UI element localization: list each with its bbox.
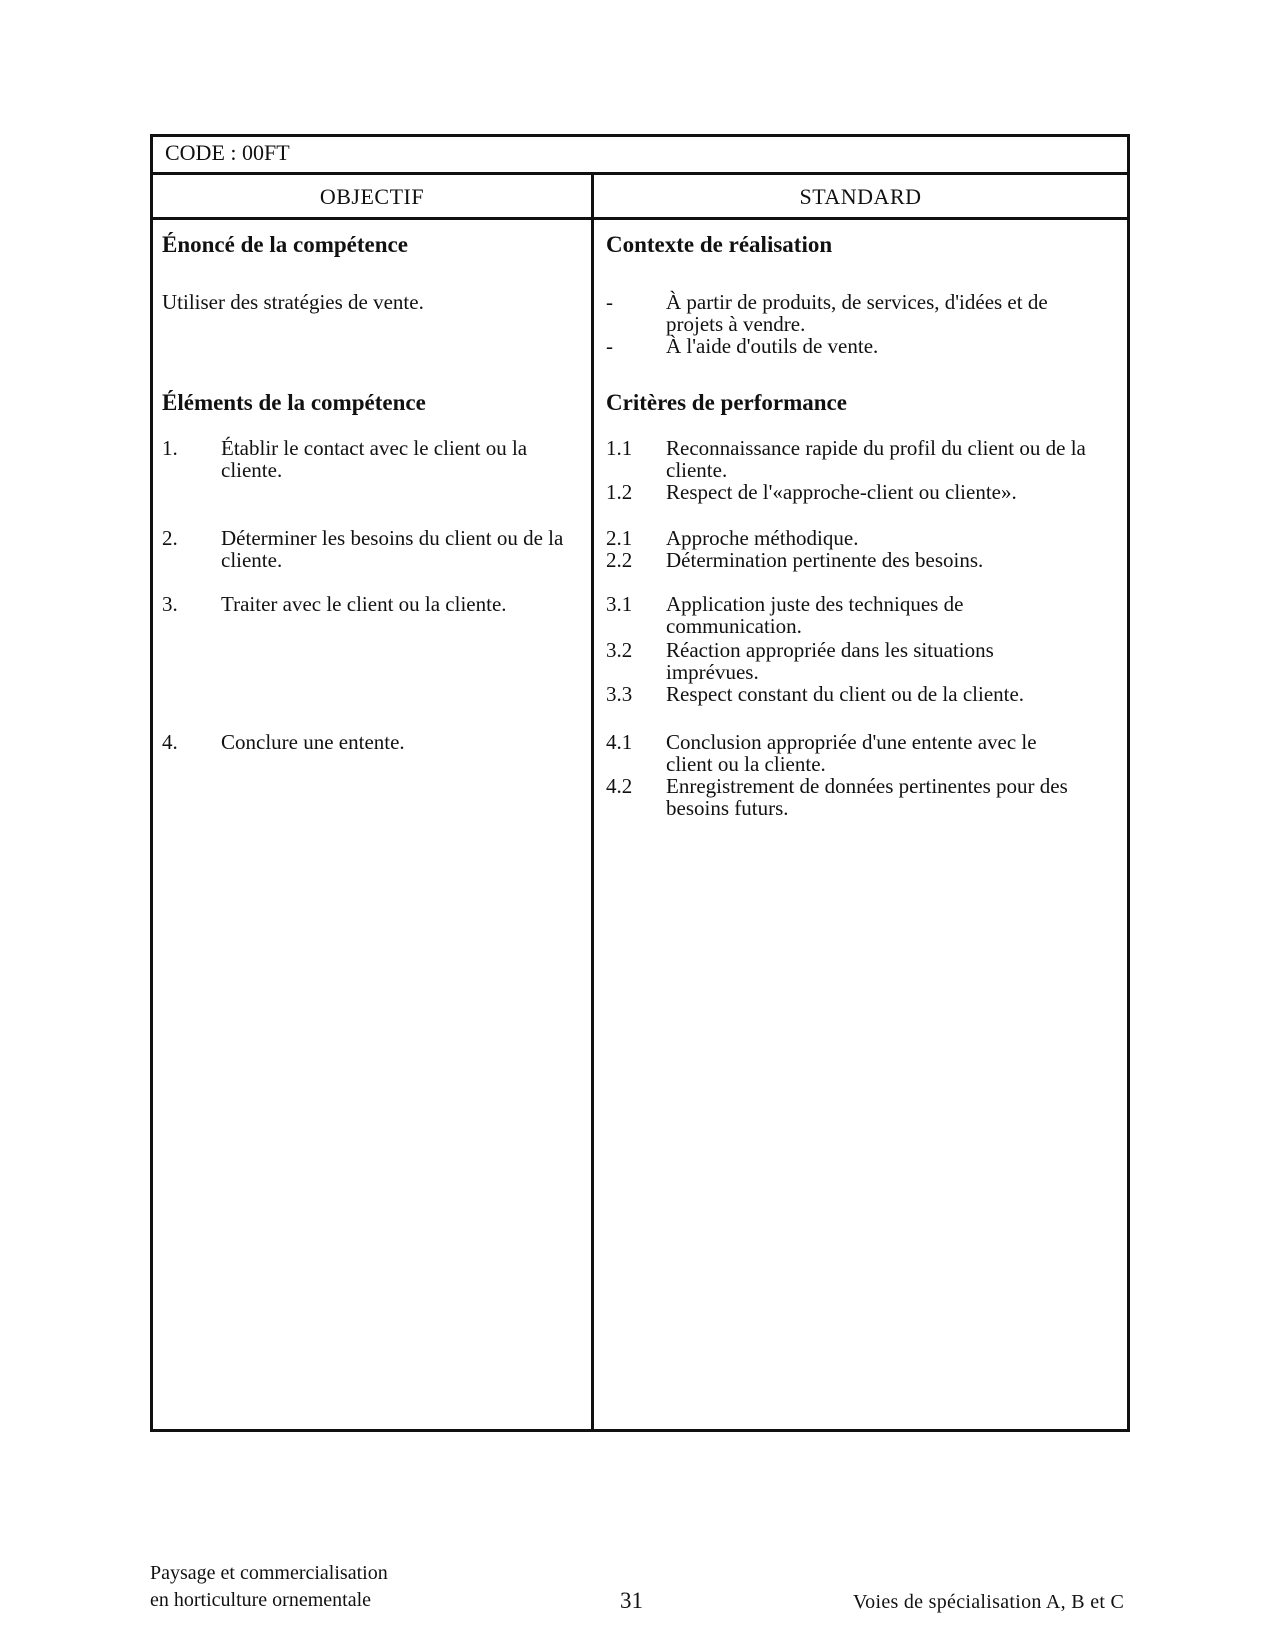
critere-number: 2.2	[606, 548, 633, 572]
critere-text: Réaction appropriée dans les situations imprévues.	[666, 638, 994, 684]
critere-number: 4.1	[606, 730, 633, 754]
critere-text: Reconnaissance rapide du profil du client ou de la cliente.	[666, 436, 1086, 482]
critere-number: 1.2	[606, 480, 633, 504]
code-label: CODE : 00FT	[153, 137, 1127, 175]
contexte-title: Contexte de réalisation	[606, 232, 833, 257]
critere-number: 4.2	[606, 774, 633, 798]
critere-number: 1.1	[606, 436, 633, 460]
header-standard: STANDARD	[799, 184, 922, 209]
critere-number: 2.1	[606, 526, 633, 550]
footer-program-line1: Paysage et commercialisation	[150, 1562, 388, 1584]
critere-text: Application juste des techniques de communication.	[666, 592, 964, 638]
enonce-text: Utiliser des stratégies de vente.	[162, 290, 424, 314]
critere-text: Approche méthodique.	[666, 526, 859, 550]
element-text: Établir le contact avec le client ou la cliente.	[221, 436, 528, 482]
page-number: 31	[620, 1588, 643, 1613]
competency-table	[150, 134, 1130, 1432]
criteres-title: Critères de performance	[606, 390, 847, 415]
contexte-bullet: -	[606, 290, 613, 314]
critere-number: 3.2	[606, 638, 633, 662]
contexte-bullet: -	[606, 334, 613, 358]
element-number: 4.	[162, 730, 178, 754]
critere-text: Détermination pertinente des besoins.	[666, 548, 984, 572]
header-row	[153, 175, 1127, 220]
critere-text: Respect de l'«approche-client ou cliente».	[666, 480, 1017, 504]
element-text: Conclure une entente.	[221, 730, 405, 754]
footer-program-line2: en horticulture ornementale	[150, 1589, 372, 1611]
header-objectif: OBJECTIF	[319, 184, 425, 209]
element-number: 1.	[162, 436, 178, 460]
footer-specialisation: Voies de spécialisation A, B et C	[853, 1591, 1125, 1613]
critere-number: 3.3	[606, 682, 633, 706]
contexte-text: À partir de produits, de services, d'idées et de projets à vendre.	[666, 290, 1048, 336]
critere-text: Respect constant du client ou de la cliente.	[666, 682, 1025, 706]
elements-title: Éléments de la compétence	[162, 390, 426, 415]
column-divider	[591, 175, 594, 1429]
contexte-text: À l'aide d'outils de vente.	[666, 334, 879, 358]
critere-number: 3.1	[606, 592, 633, 616]
element-number: 3.	[162, 592, 178, 616]
element-text: Traiter avec le client ou la cliente.	[221, 592, 507, 616]
critere-text: Conclusion appropriée d'une entente avec le client ou la cliente.	[666, 730, 1037, 776]
element-text: Déterminer les besoins du client ou de la cliente.	[221, 526, 564, 572]
enonce-title: Énoncé de la compétence	[162, 232, 408, 257]
element-number: 2.	[162, 526, 178, 550]
critere-text: Enregistrement de données pertinentes pour des besoins futurs.	[666, 774, 1068, 820]
